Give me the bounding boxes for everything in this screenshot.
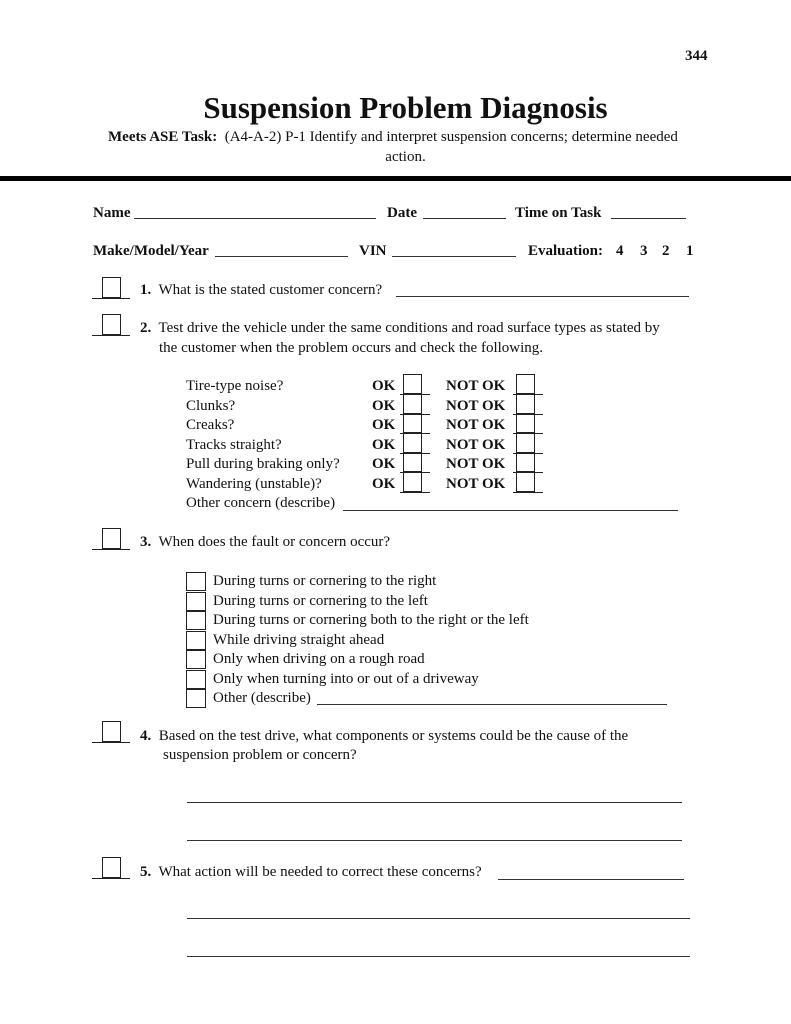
check-item-label: Tracks straight? [186,436,282,453]
evaluation-label: Evaluation: [528,243,604,259]
ok-checkbox[interactable] [400,394,426,415]
checkbox-icon [516,413,535,433]
ase-task [108,129,678,146]
check-item-label: Wandering (unstable)? [186,475,322,492]
checkbox-icon [403,394,422,414]
question-2-text: Test drive the vehicle under the same conditions and road surface types as stated by [158,320,660,336]
question-5-answer-line-inline[interactable] [498,879,684,880]
time-on-task-field[interactable] [611,218,686,219]
occurrence-checkbox[interactable] [186,611,206,630]
date-label: Date [387,205,417,221]
question-4 [140,728,628,745]
question-2-checkbox[interactable] [92,314,130,336]
not-ok-label: NOT OK [446,417,506,433]
occurrence-checkbox[interactable] [186,689,206,708]
question-5-checkbox[interactable] [92,857,130,879]
ase-task-text: (A4-A-2) P-1 Identify and interpret suspension concerns; determine needed [224,129,678,145]
ase-task-label: Meets ASE Task: [108,129,218,145]
question-5 [140,864,482,881]
checkbox-icon [102,857,121,878]
occurrence-checkbox[interactable] [186,650,206,669]
check-item-label: Tire-type noise? [186,378,284,394]
checkbox-icon [102,721,121,742]
date-field[interactable] [423,218,506,219]
checkbox-icon [516,452,535,472]
question-1-number: 1. [140,282,152,298]
vin-label: VIN [359,243,387,259]
question-4-checkbox[interactable] [92,721,130,743]
checkbox-icon [403,413,422,433]
name-label: Name [93,205,131,221]
ok-label: OK [372,475,396,492]
occurrence-option-label: Only when driving on a rough road [213,651,425,667]
ok-label: OK [372,397,396,414]
checkbox-icon [403,472,422,492]
evaluation-score-3[interactable]: 3 [640,243,648,259]
evaluation-score-1[interactable]: 1 [686,243,694,259]
check-item-label: Clunks? [186,397,236,414]
page-number: 344 [685,48,708,64]
checkbox-icon [102,528,121,549]
not-ok-checkbox[interactable] [513,413,539,434]
question-1 [140,282,382,299]
ok-checkbox[interactable] [400,374,426,395]
checkbox-icon [516,374,535,394]
ok-checkbox[interactable] [400,433,426,454]
checkbox-icon [102,277,121,298]
question-4-text-cont: suspension problem or concern? [163,747,357,763]
make-model-year-label: Make/Model/Year [93,243,209,259]
occurrence-option-label: While driving straight ahead [213,631,385,648]
ok-checkbox[interactable] [400,452,426,473]
not-ok-label: NOT OK [446,475,506,492]
other-concern-label: Other concern (describe) [186,495,336,511]
question-1-answer-line[interactable] [396,296,689,297]
header-divider [0,176,791,181]
not-ok-label: NOT OK [446,456,506,472]
question-4-answer-line-1[interactable] [187,802,682,803]
question-3-checkbox[interactable] [92,528,130,550]
not-ok-label: NOT OK [446,397,506,414]
checkbox-icon [516,472,535,492]
not-ok-label: NOT OK [446,378,506,394]
occurrence-option-label: Only when turning into or out of a driveway [213,670,479,687]
checkbox-icon [102,314,121,335]
occurrence-checkbox[interactable] [186,631,206,650]
question-2-text-cont: the customer when the problem occurs and check the following. [159,340,544,356]
occurrence-option-label: During turns or cornering both to the right or the left [213,612,529,628]
not-ok-checkbox[interactable] [513,472,539,493]
occurrence-option-label: During turns or cornering to the left [213,592,428,609]
not-ok-label: NOT OK [446,436,506,453]
not-ok-checkbox[interactable] [513,433,539,454]
occurrence-checkbox[interactable] [186,670,206,689]
check-item-label: Pull during braking only? [186,456,340,472]
question-3 [140,534,390,551]
ase-task-continued: action. [385,149,426,165]
occurrence-checkbox[interactable] [186,572,206,591]
evaluation-score-4[interactable]: 4 [616,243,624,259]
name-field[interactable] [134,218,376,219]
occurrence-option-label: During turns or cornering to the right [213,573,437,589]
vin-field[interactable] [392,256,516,257]
question-1-checkbox[interactable] [92,277,130,299]
question-5-answer-line-2[interactable] [187,956,690,957]
question-4-number: 4. [140,728,152,744]
checkbox-icon [403,374,422,394]
question-4-text: Based on the test drive, what components or systems could be the cause of the [158,728,629,744]
time-on-task-label: Time on Task [515,205,602,221]
question-3-text: When does the fault or concern occur? [158,534,391,550]
other-occurrence-field[interactable] [317,704,667,705]
checkbox-icon [516,394,535,414]
not-ok-checkbox[interactable] [513,394,539,415]
occurrence-checkbox[interactable] [186,592,206,611]
checkbox-icon [516,433,535,453]
ok-checkbox[interactable] [400,413,426,434]
question-5-text: What action will be needed to correct these concerns? [158,864,482,880]
ok-checkbox[interactable] [400,472,426,493]
evaluation-score-2[interactable]: 2 [662,243,670,259]
ok-label: OK [372,417,396,433]
question-2-number: 2. [140,320,152,336]
question-1-text: What is the stated customer concern? [158,282,383,298]
make-model-year-field[interactable] [215,256,348,257]
occurrence-option-label: Other (describe) [213,690,311,706]
checkbox-icon [403,452,422,472]
ok-label: OK [372,456,396,472]
not-ok-checkbox[interactable] [513,452,539,473]
not-ok-checkbox[interactable] [513,374,539,395]
ok-label: OK [372,378,396,394]
question-4-answer-line-2[interactable] [187,840,682,841]
check-item-label: Creaks? [186,417,235,433]
question-3-number: 3. [140,534,152,550]
other-concern-field[interactable] [343,510,678,511]
question-5-answer-line-1[interactable] [187,918,690,919]
question-5-number: 5. [140,864,152,880]
page-title: Suspension Problem Diagnosis [203,90,608,125]
question-2 [140,320,660,337]
checkbox-icon [403,433,422,453]
ok-label: OK [372,436,396,453]
